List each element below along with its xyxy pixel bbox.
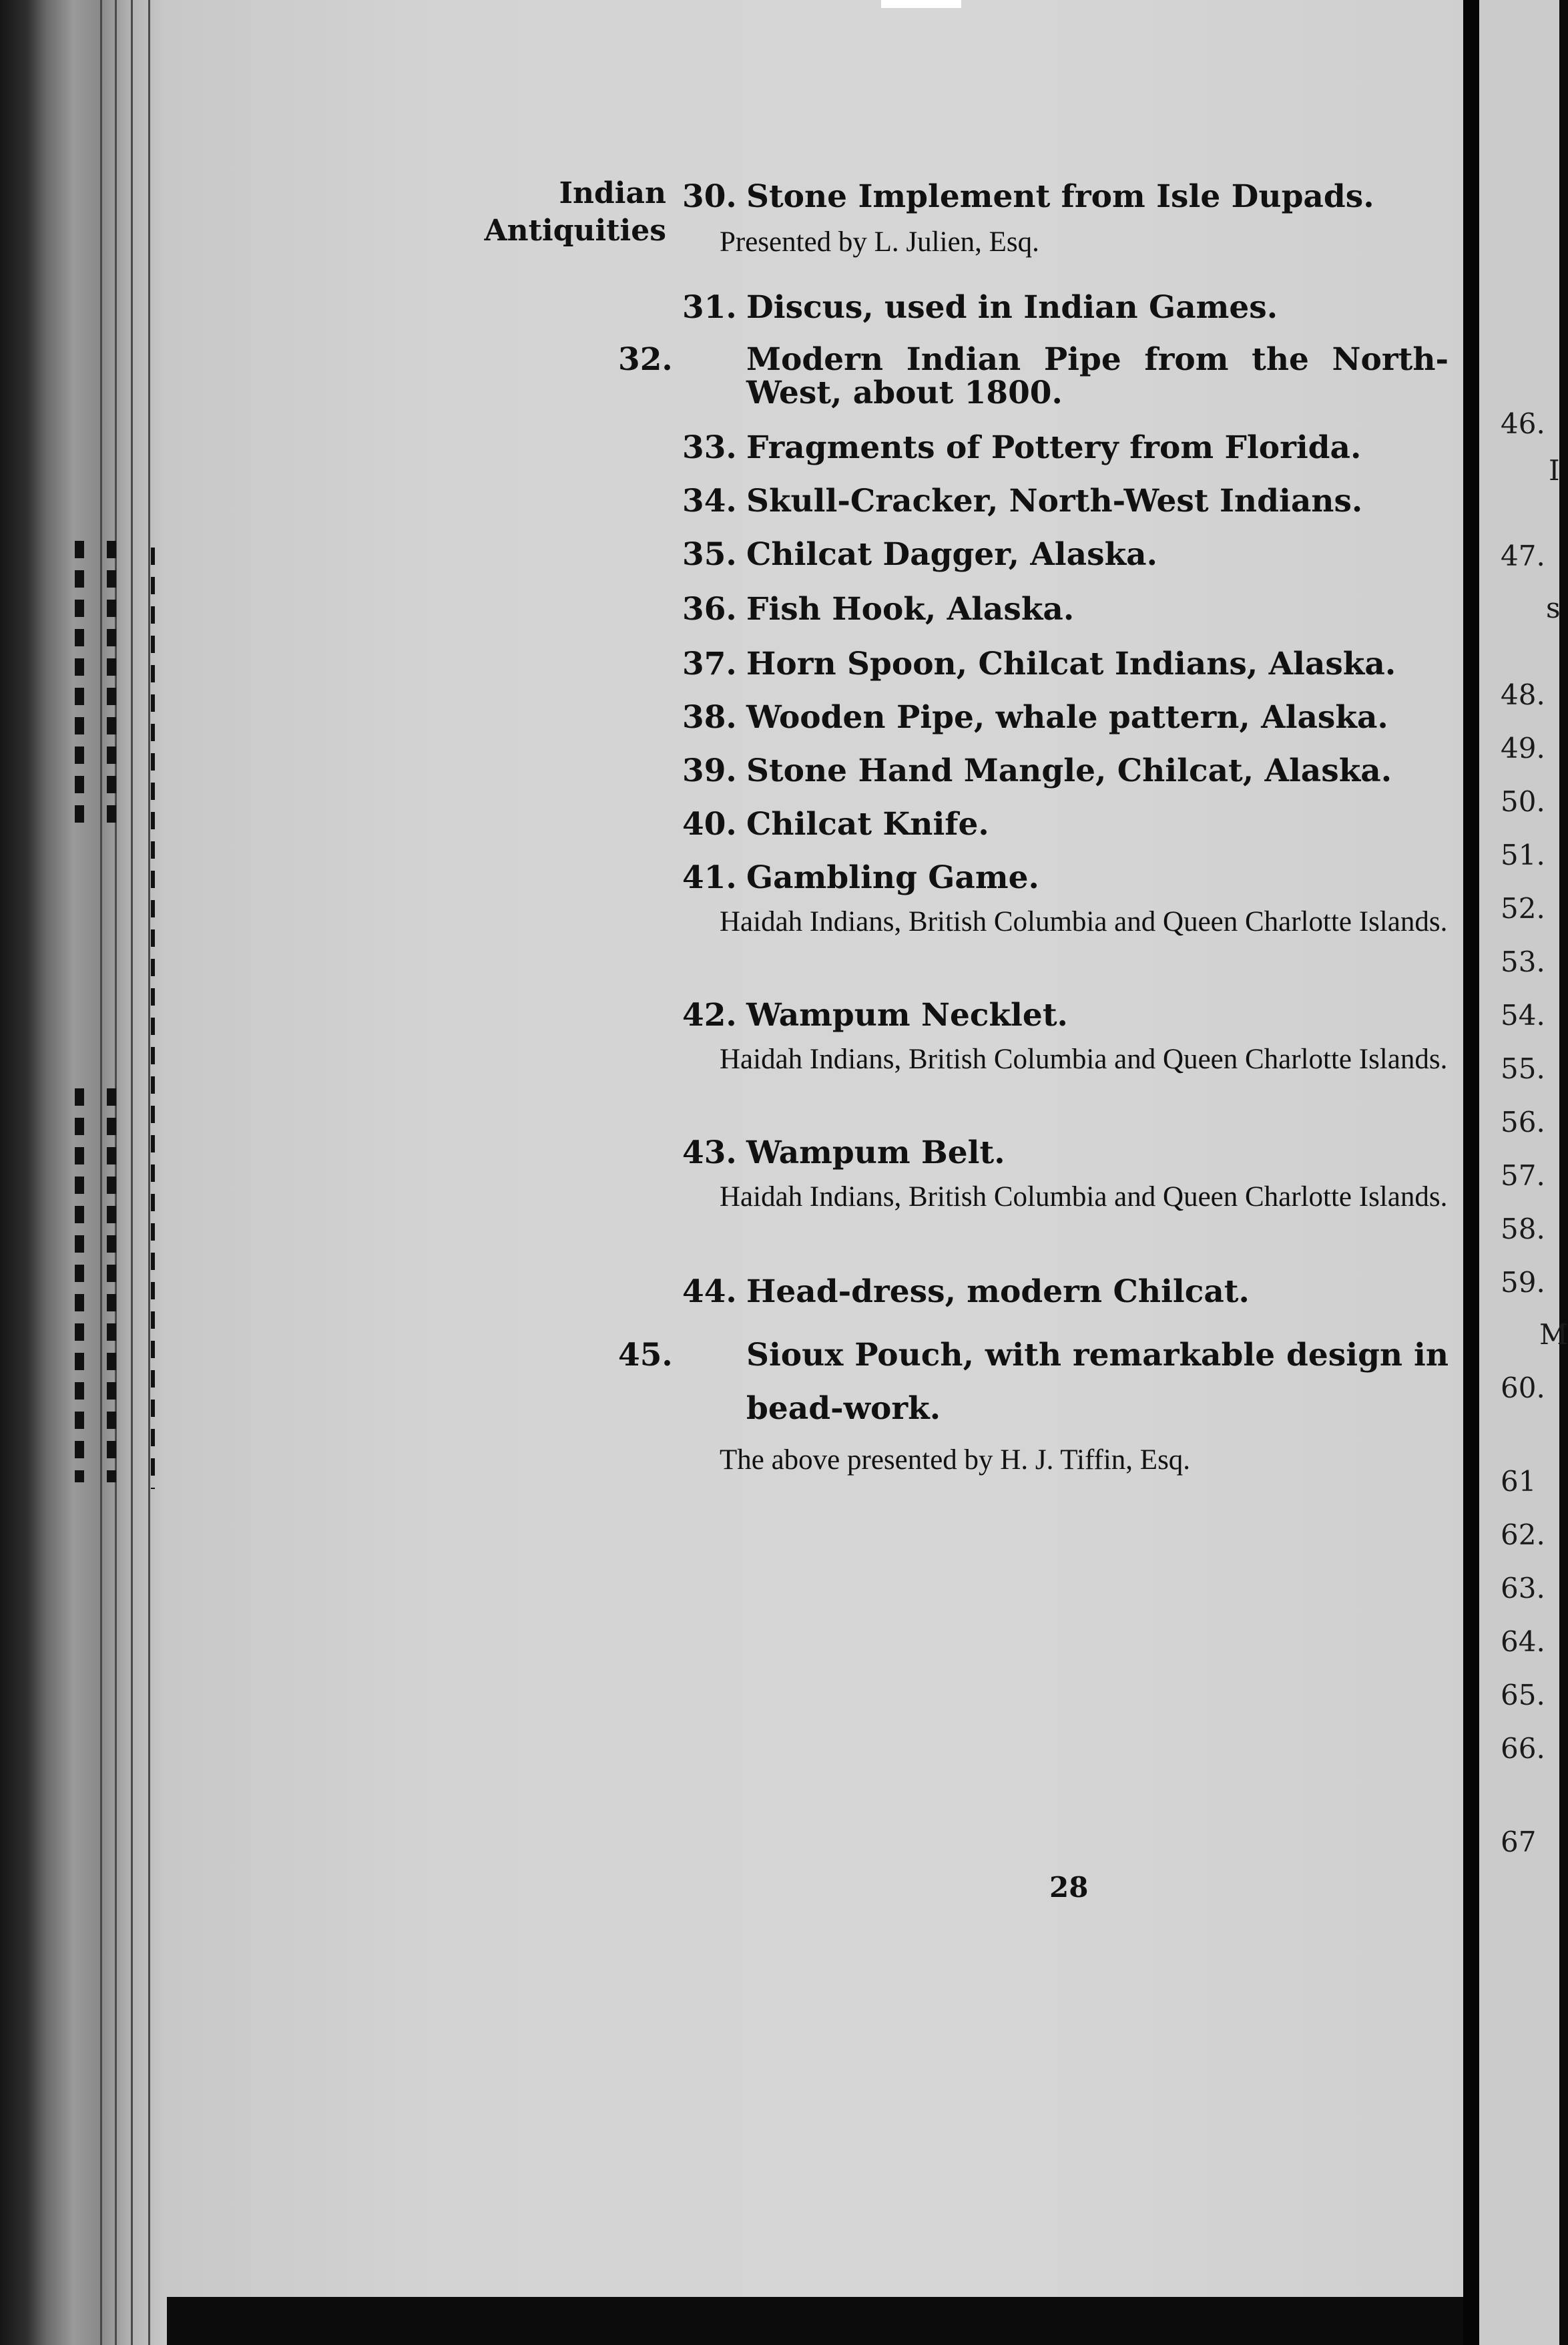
page-gutter <box>1463 0 1479 2345</box>
adjacent-entry-number: 61 <box>1501 1465 1537 1498</box>
adjacent-entry-number: 62. <box>1501 1518 1545 1551</box>
entry-number: 44. <box>682 1273 737 1310</box>
catalog-entry-35 <box>682 538 1449 572</box>
adjacent-text-fragment: I <box>1549 454 1560 487</box>
entry-number: 34. <box>682 483 737 519</box>
page-number: 28 <box>1049 1871 1089 1904</box>
entry-title: Skull-Cracker, North-West Indians. <box>746 483 1363 519</box>
catalog-entry-36 <box>682 593 1449 626</box>
entry-title: Wampum Necklet. <box>746 997 1068 1034</box>
adjacent-entry-number: 47. <box>1501 540 1545 572</box>
entry-title: Wampum Belt. <box>746 1134 1005 1171</box>
entry-title: Stone Hand Mangle, Chilcat, Alaska. <box>746 753 1392 789</box>
catalog-entry-39 <box>682 755 1449 788</box>
entry-note: The above presented by H. J. Tiffin, Esq. <box>720 1444 1191 1476</box>
entry-number: 35. <box>682 536 737 573</box>
entry-number: 42. <box>682 997 737 1034</box>
entry-note: Haidah Indians, British Columbia and Queen Charlotte Islands. <box>720 1044 1448 1075</box>
entry-note: Presented by L. Julien, Esq. <box>720 226 1039 258</box>
margin-heading <box>485 175 666 250</box>
page-tear <box>881 0 961 8</box>
page-edge-line <box>131 0 133 2345</box>
entry-title: Fragments of Pottery from Florida. <box>746 429 1362 466</box>
entry-number: 39. <box>682 753 737 789</box>
adjacent-entry-number: 51. <box>1501 839 1545 871</box>
entry-note: Haidah Indians, British Columbia and Queen Charlotte Islands. <box>720 906 1448 937</box>
catalog-entry-40 <box>682 808 1449 841</box>
catalog-entry-33 <box>682 431 1449 465</box>
entry-number: 30. <box>682 178 737 215</box>
catalog-entry-45 <box>618 1329 1449 1476</box>
entry-number: 45. <box>618 1337 673 1373</box>
entry-number: 37. <box>682 646 737 682</box>
adjacent-text-fragment: s <box>1546 592 1561 624</box>
adjacent-entry-number: 64. <box>1501 1625 1545 1658</box>
entry-number: 33. <box>682 429 737 466</box>
entry-title: Stone Implement from Isle Dupads. <box>746 178 1374 215</box>
catalog-entry-32 <box>618 341 1449 411</box>
adjacent-entry-number: 50. <box>1501 785 1545 818</box>
adjacent-entry-number: 55. <box>1501 1052 1545 1085</box>
entry-title: Discus, used in Indian Games. <box>746 289 1278 326</box>
catalog-entry-31 <box>682 291 1449 325</box>
margin-heading-line-1: Indian <box>559 176 666 210</box>
catalog-entry-30 <box>682 180 1449 258</box>
entry-number: 32. <box>618 341 673 378</box>
adjacent-entry-number: 66. <box>1501 1732 1545 1765</box>
adjacent-page-edge <box>1479 0 1568 2345</box>
adjacent-entry-number: 57. <box>1501 1159 1545 1192</box>
entry-number: 41. <box>682 859 737 896</box>
adjacent-entry-number: 54. <box>1501 999 1545 1032</box>
entry-number: 38. <box>682 699 737 736</box>
adjacent-entry-number: 53. <box>1501 945 1545 978</box>
entry-title: Horn Spoon, Chilcat Indians, Alaska. <box>746 646 1396 682</box>
adjacent-entry-number: 46. <box>1501 407 1545 440</box>
catalog-entry-42 <box>682 999 1449 1075</box>
adjacent-entry-number: 63. <box>1501 1572 1545 1605</box>
entry-title: Fish Hook, Alaska. <box>746 591 1075 628</box>
catalog-entry-37 <box>682 648 1449 681</box>
entry-number: 36. <box>682 591 737 628</box>
catalog-entry-41 <box>682 861 1449 937</box>
entry-title: Sioux Pouch, with remarkable design in bead-work. <box>746 1337 1449 1427</box>
adjacent-entry-number: 56. <box>1501 1106 1545 1138</box>
entry-title: Gambling Game. <box>746 859 1039 896</box>
adjacent-entry-number: 48. <box>1501 678 1545 711</box>
entry-title: Head-dress, modern Chilcat. <box>746 1273 1250 1310</box>
binding-stitch-marks <box>107 1088 116 1482</box>
entry-number: 40. <box>682 806 737 843</box>
entry-title: Chilcat Knife. <box>746 806 989 843</box>
entry-number: 43. <box>682 1134 737 1171</box>
catalog-entry-44 <box>682 1275 1449 1309</box>
entry-note: Haidah Indians, British Columbia and Queen Charlotte Islands. <box>720 1181 1448 1213</box>
adjacent-entry-number: 60. <box>1501 1371 1545 1404</box>
adjacent-entry-number: 52. <box>1501 892 1545 925</box>
adjacent-entry-number: 67 <box>1501 1826 1537 1858</box>
margin-heading-line-2: Antiquities <box>484 214 666 248</box>
page-edge-line <box>100 0 102 2345</box>
binding-stitch-marks <box>75 541 84 835</box>
entry-title: Wooden Pipe, whale pattern, Alaska. <box>746 699 1388 736</box>
page-bottom-shadow <box>167 2297 1475 2345</box>
catalog-entry-43 <box>682 1136 1449 1213</box>
binding-stitch-marks <box>75 1088 84 1482</box>
entry-title: Chilcat Dagger, Alaska. <box>746 536 1157 573</box>
catalog-entry-34 <box>682 485 1449 518</box>
adjacent-entry-number: 59. <box>1501 1266 1545 1299</box>
catalog-entry-38 <box>682 701 1449 734</box>
entry-title: Modern Indian Pipe from the North-West, about 1800. <box>746 341 1449 411</box>
book-binding-edge <box>0 0 167 2345</box>
entry-number: 31. <box>682 289 737 326</box>
adjacent-entry-number: 58. <box>1501 1213 1545 1245</box>
adjacent-entry-number: 49. <box>1501 732 1545 765</box>
binding-stitch-marks <box>107 541 116 835</box>
adjacent-text-fragment: M <box>1539 1318 1568 1351</box>
binding-stitch-marks <box>151 548 155 1489</box>
adjacent-entry-number: 65. <box>1501 1679 1545 1711</box>
page-edge-line <box>148 0 150 2345</box>
